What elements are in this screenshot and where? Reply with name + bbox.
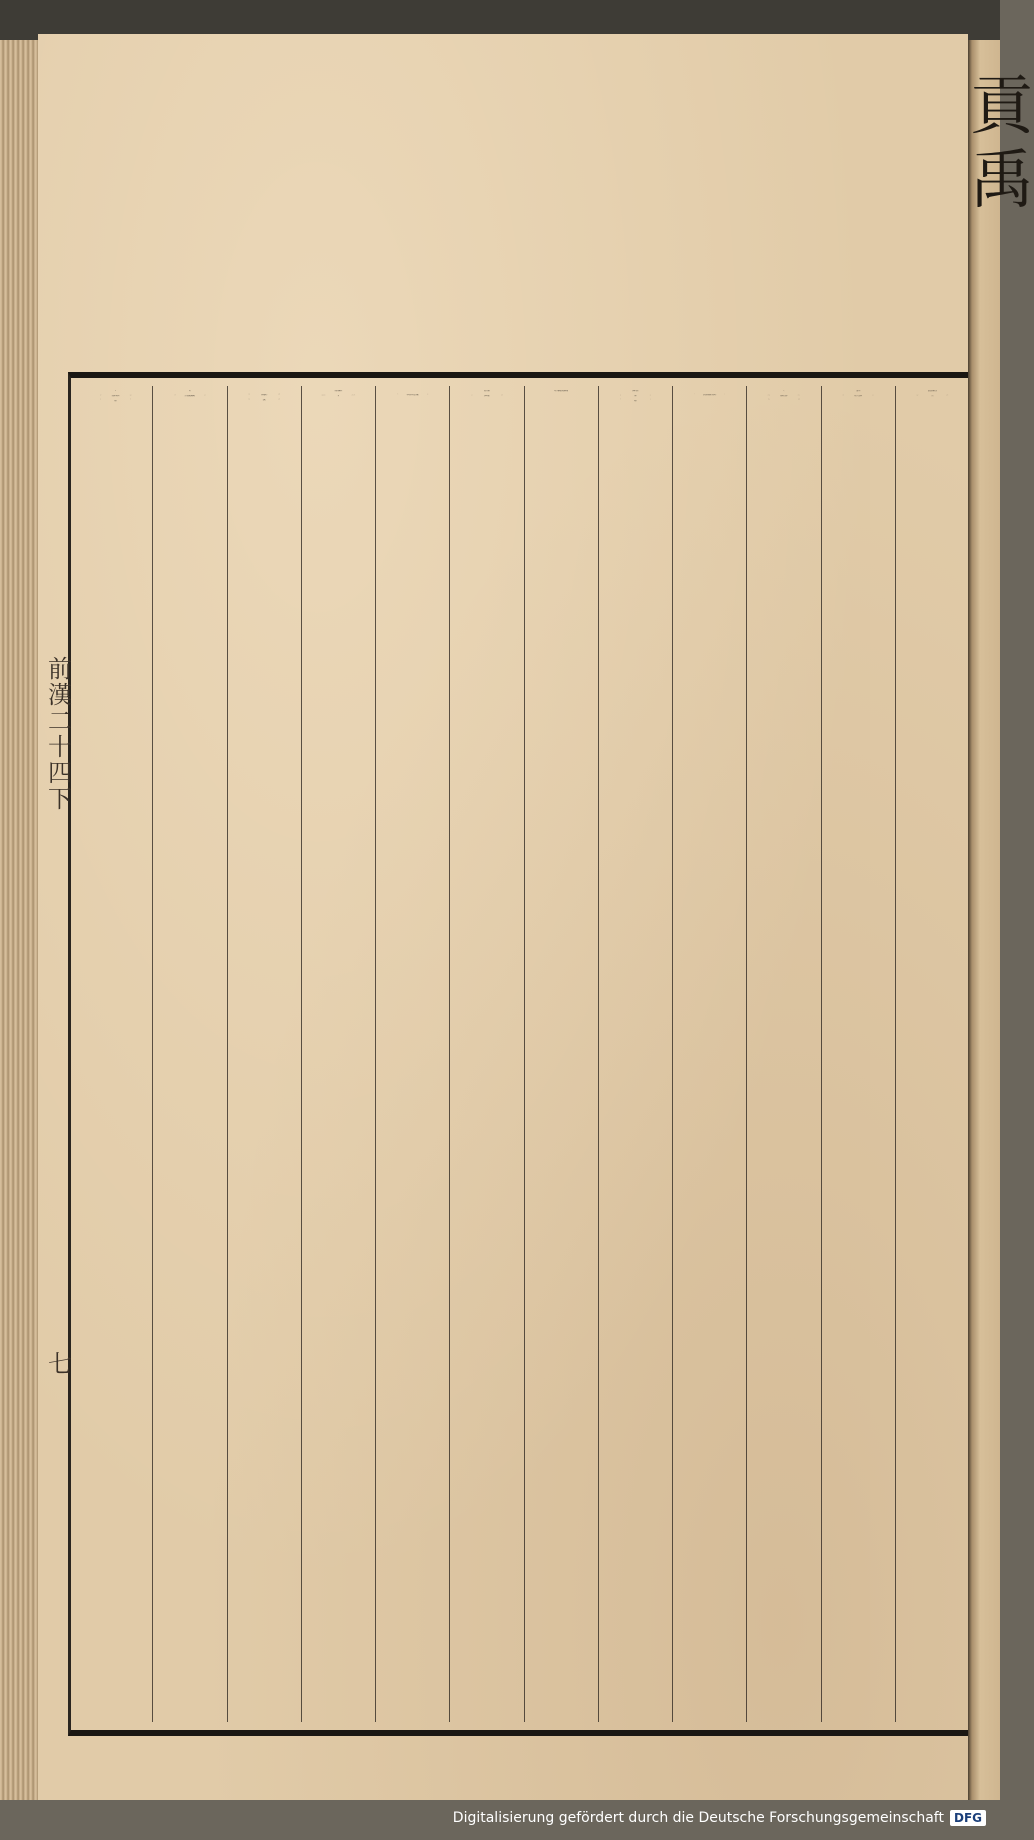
main-text-run [86,392,146,393]
main-text-run [902,392,962,393]
main-text-run [531,392,591,393]
text-column [301,386,375,1722]
text-frame [68,372,980,1736]
main-text-run [605,397,665,398]
main-text-run [828,397,888,398]
folio-number: 七 [48,1350,72,1378]
text-column [79,386,152,1722]
text-column [672,386,746,1722]
main-text-run [828,392,888,393]
text-column [895,386,969,1722]
main-text-run [754,397,814,398]
text-column [152,386,226,1722]
main-text-run [457,397,517,398]
main-text-run [86,402,146,403]
text-column [449,386,523,1722]
main-text-run [234,401,294,402]
book-page [38,34,968,1800]
facing-page-text [970,70,1034,218]
main-text-run [605,402,665,403]
main-text-run [160,397,220,398]
main-text-run [86,397,146,398]
text-column [821,386,895,1722]
text-column [227,386,301,1722]
page-stack-edge [0,40,40,1800]
credit-text: Digitalisierung gefördert durch die Deutsche Forschungsgemeinschaft [452,1810,944,1826]
main-text-run [308,392,368,393]
main-text-run [457,392,517,393]
column-grid [79,386,969,1722]
main-text-run [605,392,665,393]
facing-glyph-1: 貢 [970,70,1034,144]
main-text-run [754,392,814,393]
text-column [524,386,598,1722]
main-text-run [680,396,740,397]
main-text-run [234,396,294,397]
main-text-run [383,396,443,397]
text-column [598,386,672,1722]
facing-glyph-2: 禹 [970,144,1034,218]
fish-tail-label: 前漢二十四下 [48,655,72,813]
dfg-logo: DFG [950,1810,986,1826]
main-text-run [160,392,220,393]
main-text-run [902,397,962,398]
text-column [746,386,820,1722]
facing-page-edge [968,40,1034,1800]
digitization-credit [453,1810,986,1826]
main-text-run [308,397,368,398]
text-column [375,386,449,1722]
